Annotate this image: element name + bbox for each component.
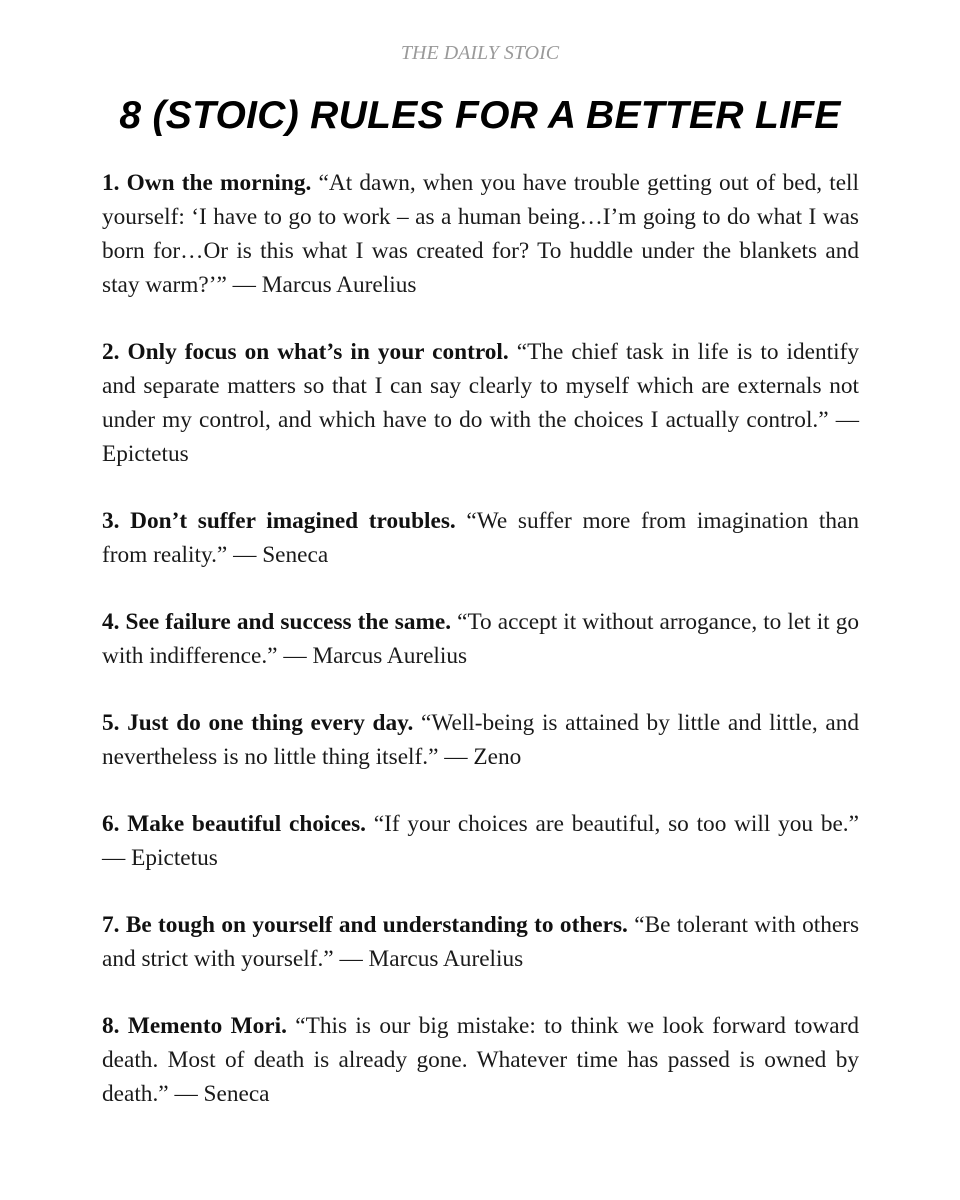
publication-name: THE DAILY STOIC (400, 42, 560, 64)
rule-item (102, 335, 859, 471)
rule-quote: “To accept it without arrogance, to let it go with indifference.” — Marcus Aurelius (102, 609, 859, 669)
rule-heading: 3. Don’t suffer imagined troubles. (102, 508, 456, 534)
rule-item (102, 605, 859, 673)
rule-quote: “Well-being is attained by little and little, and nevertheless is no little thing itself.” — Zeno (102, 710, 859, 770)
rule-quote: “Be tolerant with others and strict with yourself.” — Marcus Aurelius (102, 912, 860, 972)
rule-item (102, 504, 859, 572)
rule-item (102, 706, 859, 774)
rule-heading: 5. Just do one thing every day. (102, 710, 414, 736)
rule-heading: 2. Only focus on what’s in your control. (102, 339, 509, 365)
rule-quote: “The chief task in life is to identify and separate matters so that I can say clearly to myself which are externals not under my control, and which have to do with the choices I actually control.” — Epictetus (102, 339, 859, 467)
rule-quote: “This is our big mistake: to think we look forward toward death. Most of death is already gone. Whatever time has passed is owned by death.” — Seneca (102, 1013, 860, 1107)
rule-item (102, 166, 859, 302)
rule-heading: 8. Memento Mori. (102, 1013, 287, 1039)
rules-list (102, 166, 859, 1144)
rule-quote: “We suffer more from imagination than from reality.” — Seneca (102, 508, 859, 568)
rule-heading: 7. Be tough on yourself and understanding to others. (102, 912, 628, 938)
rule-heading: 6. Make beautiful choices. (102, 811, 367, 837)
rule-item (102, 1009, 859, 1111)
rule-item (102, 807, 859, 875)
rule-heading: 1. Own the morning. (102, 170, 312, 196)
rule-quote: “If your choices are beautiful, so too will you be.” — Epictetus (102, 811, 859, 871)
page-title: 8 (STOIC) RULES FOR A BETTER LIFE (119, 94, 841, 137)
rule-item (102, 908, 859, 976)
rule-quote: “At dawn, when you have trouble getting out of bed, tell yourself: ‘I have to go to work – as a human being…I’m going to do what I was born for…Or is this what I was created for? To huddle under the blankets and stay warm?’” — Marcus Aurelius (102, 170, 860, 298)
rule-heading: 4. See failure and success the same. (102, 609, 452, 635)
